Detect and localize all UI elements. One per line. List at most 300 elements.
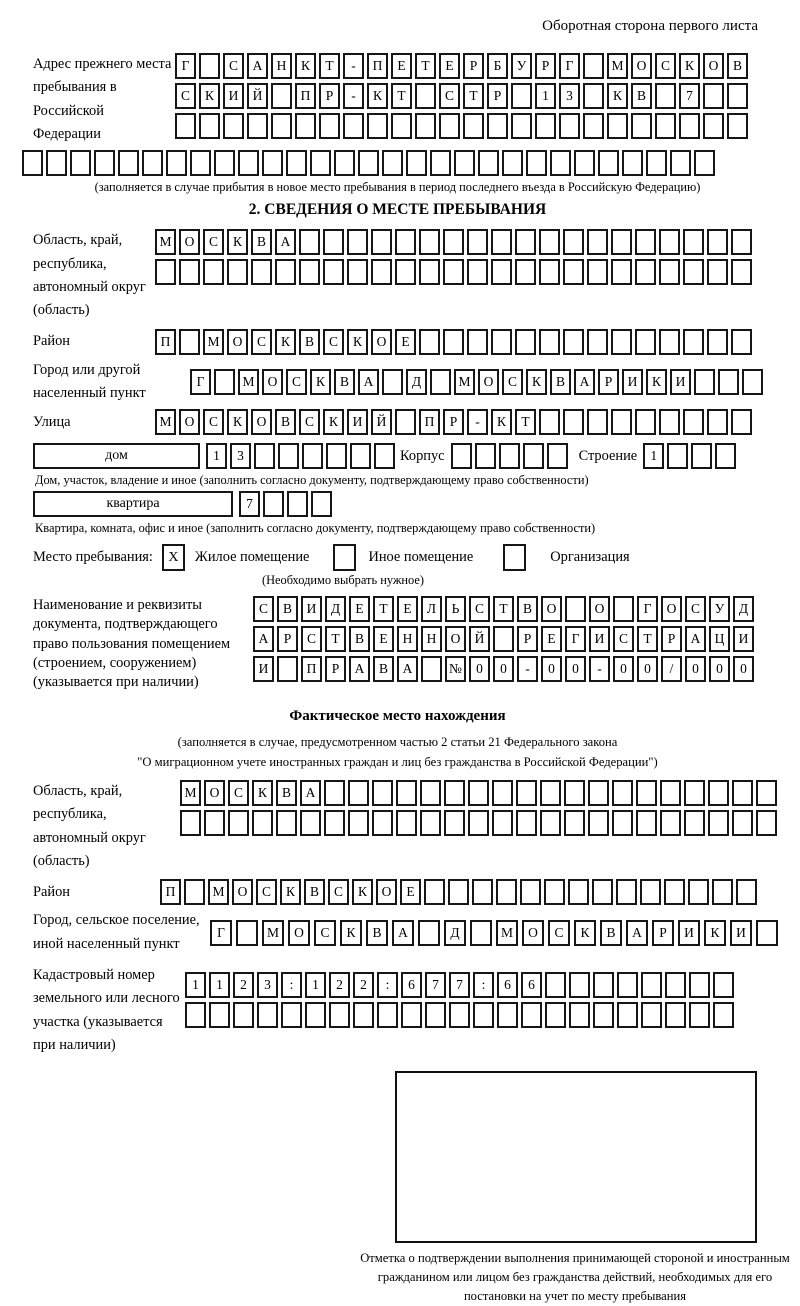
form-cell[interactable]	[444, 810, 465, 836]
form-cell[interactable]	[499, 443, 520, 469]
form-cell[interactable]: О	[179, 409, 200, 435]
form-cell[interactable]	[568, 879, 589, 905]
form-cell[interactable]	[703, 113, 724, 139]
form-cell[interactable]	[22, 150, 43, 176]
form-cell[interactable]	[295, 113, 316, 139]
form-cell[interactable]	[616, 879, 637, 905]
form-cell[interactable]	[271, 113, 292, 139]
form-cell[interactable]	[276, 810, 297, 836]
form-cell[interactable]: П	[160, 879, 181, 905]
form-cell[interactable]: М	[607, 53, 628, 79]
form-cell[interactable]: 2	[329, 972, 350, 998]
form-cell[interactable]: Р	[277, 626, 298, 652]
form-cell[interactable]	[492, 810, 513, 836]
form-cell[interactable]: В	[304, 879, 325, 905]
form-cell[interactable]: Т	[493, 596, 514, 622]
form-cell[interactable]	[544, 879, 565, 905]
form-cell[interactable]	[302, 443, 323, 469]
form-cell[interactable]	[233, 1002, 254, 1028]
form-cell[interactable]	[443, 329, 464, 355]
form-cell[interactable]: Г	[210, 920, 232, 946]
form-cell[interactable]	[395, 409, 416, 435]
form-cell[interactable]: С	[439, 83, 460, 109]
form-cell[interactable]: В	[727, 53, 748, 79]
form-cell[interactable]	[683, 409, 704, 435]
form-cell[interactable]: Т	[325, 626, 346, 652]
form-cell[interactable]	[516, 780, 537, 806]
form-cell[interactable]	[347, 259, 368, 285]
form-cell[interactable]	[664, 879, 685, 905]
form-cell[interactable]: 0	[709, 656, 730, 682]
form-cell[interactable]: И	[622, 369, 643, 395]
form-cell[interactable]	[473, 1002, 494, 1028]
form-cell[interactable]	[684, 810, 705, 836]
form-cell[interactable]: И	[730, 920, 752, 946]
form-cell[interactable]: А	[397, 656, 418, 682]
form-cell[interactable]	[300, 810, 321, 836]
form-cell[interactable]	[756, 780, 777, 806]
form-cell[interactable]	[736, 879, 757, 905]
form-cell[interactable]: К	[679, 53, 700, 79]
form-cell[interactable]: 7	[239, 491, 260, 517]
form-cell[interactable]: 7	[679, 83, 700, 109]
form-cell[interactable]: -	[343, 53, 364, 79]
form-cell[interactable]	[478, 150, 499, 176]
form-cell[interactable]	[254, 443, 275, 469]
form-cell[interactable]: 6	[401, 972, 422, 998]
form-cell[interactable]	[372, 810, 393, 836]
form-cell[interactable]	[521, 1002, 542, 1028]
form-cell[interactable]: У	[511, 53, 532, 79]
form-cell[interactable]	[199, 53, 220, 79]
form-cell[interactable]	[323, 259, 344, 285]
form-cell[interactable]: К	[704, 920, 726, 946]
stay-option-checkbox-zhiloe[interactable]: X	[162, 544, 185, 571]
form-cell[interactable]: В	[275, 409, 296, 435]
form-cell[interactable]: Р	[463, 53, 484, 79]
form-cell[interactable]	[592, 879, 613, 905]
form-cell[interactable]: М	[262, 920, 284, 946]
form-cell[interactable]: В	[334, 369, 355, 395]
form-cell[interactable]: О	[478, 369, 499, 395]
form-cell[interactable]: В	[550, 369, 571, 395]
form-cell[interactable]	[419, 329, 440, 355]
form-cell[interactable]: И	[223, 83, 244, 109]
form-cell[interactable]	[326, 443, 347, 469]
form-cell[interactable]: Р	[487, 83, 508, 109]
form-cell[interactable]	[683, 329, 704, 355]
form-cell[interactable]: К	[280, 879, 301, 905]
form-cell[interactable]: М	[155, 229, 176, 255]
form-cell[interactable]	[583, 53, 604, 79]
form-cell[interactable]: 1	[305, 972, 326, 998]
form-cell[interactable]: Д	[444, 920, 466, 946]
form-cell[interactable]	[395, 229, 416, 255]
form-cell[interactable]	[611, 329, 632, 355]
form-cell[interactable]	[401, 1002, 422, 1028]
form-cell[interactable]	[708, 810, 729, 836]
form-cell[interactable]	[468, 810, 489, 836]
form-cell[interactable]	[742, 369, 763, 395]
form-cell[interactable]	[636, 780, 657, 806]
form-cell[interactable]	[539, 329, 560, 355]
form-cell[interactable]: Р	[661, 626, 682, 652]
house-name-box[interactable]: дом	[33, 443, 200, 469]
form-cell[interactable]	[372, 780, 393, 806]
form-cell[interactable]: О	[703, 53, 724, 79]
form-cell[interactable]: С	[548, 920, 570, 946]
form-cell[interactable]: В	[276, 780, 297, 806]
form-cell[interactable]	[515, 259, 536, 285]
form-cell[interactable]	[420, 780, 441, 806]
form-cell[interactable]	[635, 409, 656, 435]
form-cell[interactable]: И	[589, 626, 610, 652]
form-cell[interactable]: Т	[637, 626, 658, 652]
form-cell[interactable]	[598, 150, 619, 176]
form-cell[interactable]	[491, 229, 512, 255]
form-cell[interactable]: Д	[406, 369, 427, 395]
form-cell[interactable]: Е	[349, 596, 370, 622]
form-cell[interactable]: К	[310, 369, 331, 395]
form-cell[interactable]	[587, 409, 608, 435]
form-cell[interactable]: С	[323, 329, 344, 355]
form-cell[interactable]: К	[295, 53, 316, 79]
form-cell[interactable]: /	[661, 656, 682, 682]
form-cell[interactable]: М	[208, 879, 229, 905]
form-cell[interactable]: 7	[425, 972, 446, 998]
form-cell[interactable]	[559, 113, 580, 139]
form-cell[interactable]	[175, 113, 196, 139]
form-cell[interactable]	[319, 113, 340, 139]
form-cell[interactable]	[646, 150, 667, 176]
form-cell[interactable]: С	[469, 596, 490, 622]
form-cell[interactable]: Е	[400, 879, 421, 905]
form-cell[interactable]	[179, 329, 200, 355]
form-cell[interactable]: С	[685, 596, 706, 622]
form-cell[interactable]: В	[251, 229, 272, 255]
form-cell[interactable]: О	[179, 229, 200, 255]
form-cell[interactable]	[520, 879, 541, 905]
form-cell[interactable]: 0	[493, 656, 514, 682]
form-cell[interactable]	[547, 443, 568, 469]
form-cell[interactable]	[515, 229, 536, 255]
form-cell[interactable]	[251, 259, 272, 285]
form-cell[interactable]	[756, 810, 777, 836]
form-cell[interactable]	[659, 329, 680, 355]
form-cell[interactable]	[689, 972, 710, 998]
form-cell[interactable]: А	[253, 626, 274, 652]
form-cell[interactable]: О	[589, 596, 610, 622]
form-cell[interactable]	[565, 596, 586, 622]
form-cell[interactable]: -	[467, 409, 488, 435]
form-cell[interactable]: О	[227, 329, 248, 355]
form-cell[interactable]	[382, 150, 403, 176]
form-cell[interactable]: Т	[373, 596, 394, 622]
form-cell[interactable]	[515, 329, 536, 355]
form-cell[interactable]: Г	[190, 369, 211, 395]
form-cell[interactable]	[475, 443, 496, 469]
form-cell[interactable]	[540, 780, 561, 806]
form-cell[interactable]: О	[371, 329, 392, 355]
form-cell[interactable]	[467, 259, 488, 285]
form-cell[interactable]: Р	[517, 626, 538, 652]
form-cell[interactable]	[655, 83, 676, 109]
form-cell[interactable]	[236, 920, 258, 946]
form-cell[interactable]	[348, 780, 369, 806]
form-cell[interactable]	[587, 259, 608, 285]
form-cell[interactable]: Н	[421, 626, 442, 652]
form-cell[interactable]: Т	[319, 53, 340, 79]
form-cell[interactable]	[635, 229, 656, 255]
form-cell[interactable]	[406, 150, 427, 176]
form-cell[interactable]	[731, 229, 752, 255]
form-cell[interactable]	[523, 443, 544, 469]
form-cell[interactable]	[199, 113, 220, 139]
form-cell[interactable]	[715, 443, 736, 469]
form-cell[interactable]	[419, 229, 440, 255]
form-cell[interactable]: К	[227, 229, 248, 255]
form-cell[interactable]	[659, 229, 680, 255]
form-cell[interactable]	[415, 83, 436, 109]
form-cell[interactable]	[374, 443, 395, 469]
form-cell[interactable]: К	[340, 920, 362, 946]
form-cell[interactable]	[588, 780, 609, 806]
form-cell[interactable]	[588, 810, 609, 836]
form-cell[interactable]	[209, 1002, 230, 1028]
form-cell[interactable]: Т	[515, 409, 536, 435]
form-cell[interactable]: О	[288, 920, 310, 946]
form-cell[interactable]: С	[256, 879, 277, 905]
form-cell[interactable]: С	[328, 879, 349, 905]
form-cell[interactable]	[636, 810, 657, 836]
form-cell[interactable]	[238, 150, 259, 176]
form-cell[interactable]	[550, 150, 571, 176]
form-cell[interactable]	[545, 972, 566, 998]
form-cell[interactable]	[688, 879, 709, 905]
form-cell[interactable]: 1	[535, 83, 556, 109]
form-cell[interactable]: С	[655, 53, 676, 79]
form-cell[interactable]	[731, 259, 752, 285]
form-cell[interactable]	[563, 229, 584, 255]
form-cell[interactable]: О	[204, 780, 225, 806]
form-cell[interactable]	[396, 780, 417, 806]
form-cell[interactable]: :	[377, 972, 398, 998]
form-cell[interactable]	[323, 229, 344, 255]
form-cell[interactable]	[583, 83, 604, 109]
form-cell[interactable]: Й	[247, 83, 268, 109]
form-cell[interactable]: 0	[733, 656, 754, 682]
form-cell[interactable]	[611, 259, 632, 285]
form-cell[interactable]: Р	[325, 656, 346, 682]
form-cell[interactable]	[569, 972, 590, 998]
form-cell[interactable]: О	[232, 879, 253, 905]
form-cell[interactable]	[467, 229, 488, 255]
form-cell[interactable]	[655, 113, 676, 139]
form-cell[interactable]	[271, 83, 292, 109]
form-cell[interactable]: 1	[185, 972, 206, 998]
form-cell[interactable]	[694, 369, 715, 395]
form-cell[interactable]: О	[631, 53, 652, 79]
form-cell[interactable]: П	[301, 656, 322, 682]
form-cell[interactable]	[449, 1002, 470, 1028]
form-cell[interactable]	[545, 1002, 566, 1028]
form-cell[interactable]	[574, 150, 595, 176]
form-cell[interactable]	[347, 229, 368, 255]
form-cell[interactable]: И	[670, 369, 691, 395]
form-cell[interactable]: Г	[565, 626, 586, 652]
form-cell[interactable]: Р	[443, 409, 464, 435]
form-cell[interactable]: О	[262, 369, 283, 395]
form-cell[interactable]	[607, 113, 628, 139]
form-cell[interactable]: Е	[373, 626, 394, 652]
form-cell[interactable]	[70, 150, 91, 176]
form-cell[interactable]: С	[301, 626, 322, 652]
form-cell[interactable]: 2	[233, 972, 254, 998]
form-cell[interactable]: К	[526, 369, 547, 395]
form-cell[interactable]	[185, 1002, 206, 1028]
form-cell[interactable]: О	[376, 879, 397, 905]
form-cell[interactable]	[640, 879, 661, 905]
form-cell[interactable]	[228, 810, 249, 836]
form-cell[interactable]: Т	[463, 83, 484, 109]
form-cell[interactable]: Р	[652, 920, 674, 946]
form-cell[interactable]	[371, 259, 392, 285]
form-cell[interactable]	[665, 1002, 686, 1028]
form-cell[interactable]	[310, 150, 331, 176]
form-cell[interactable]	[252, 810, 273, 836]
form-cell[interactable]: 0	[685, 656, 706, 682]
form-cell[interactable]	[511, 113, 532, 139]
form-cell[interactable]	[684, 780, 705, 806]
form-cell[interactable]	[660, 810, 681, 836]
form-cell[interactable]: К	[227, 409, 248, 435]
form-cell[interactable]: В	[366, 920, 388, 946]
form-cell[interactable]	[491, 259, 512, 285]
form-cell[interactable]: Т	[415, 53, 436, 79]
form-cell[interactable]	[118, 150, 139, 176]
form-cell[interactable]: И	[733, 626, 754, 652]
form-cell[interactable]: С	[314, 920, 336, 946]
form-cell[interactable]	[593, 972, 614, 998]
form-cell[interactable]	[204, 810, 225, 836]
form-cell[interactable]: О	[661, 596, 682, 622]
form-cell[interactable]	[180, 810, 201, 836]
form-cell[interactable]	[659, 259, 680, 285]
form-cell[interactable]	[732, 780, 753, 806]
form-cell[interactable]	[691, 443, 712, 469]
form-cell[interactable]: К	[323, 409, 344, 435]
form-cell[interactable]: -	[589, 656, 610, 682]
form-cell[interactable]: С	[299, 409, 320, 435]
form-cell[interactable]	[371, 229, 392, 255]
form-cell[interactable]	[443, 229, 464, 255]
form-cell[interactable]	[287, 491, 308, 517]
form-cell[interactable]	[227, 259, 248, 285]
form-cell[interactable]: Е	[397, 596, 418, 622]
form-cell[interactable]: С	[613, 626, 634, 652]
form-cell[interactable]	[641, 1002, 662, 1028]
form-cell[interactable]	[583, 113, 604, 139]
form-cell[interactable]: С	[203, 229, 224, 255]
form-cell[interactable]	[277, 656, 298, 682]
form-cell[interactable]: С	[253, 596, 274, 622]
form-cell[interactable]: М	[180, 780, 201, 806]
form-cell[interactable]	[299, 229, 320, 255]
form-cell[interactable]: А	[574, 369, 595, 395]
form-cell[interactable]: А	[247, 53, 268, 79]
form-cell[interactable]	[391, 113, 412, 139]
form-cell[interactable]	[667, 443, 688, 469]
form-cell[interactable]	[353, 1002, 374, 1028]
form-cell[interactable]: С	[502, 369, 523, 395]
form-cell[interactable]	[468, 780, 489, 806]
form-cell[interactable]	[334, 150, 355, 176]
form-cell[interactable]: К	[367, 83, 388, 109]
form-cell[interactable]	[443, 259, 464, 285]
form-cell[interactable]	[611, 409, 632, 435]
form-cell[interactable]: 2	[353, 972, 374, 998]
form-cell[interactable]: А	[392, 920, 414, 946]
form-cell[interactable]	[281, 1002, 302, 1028]
form-cell[interactable]: О	[445, 626, 466, 652]
form-cell[interactable]: Е	[391, 53, 412, 79]
form-cell[interactable]	[731, 409, 752, 435]
form-cell[interactable]: Т	[391, 83, 412, 109]
form-cell[interactable]: Й	[469, 626, 490, 652]
form-cell[interactable]: А	[358, 369, 379, 395]
form-cell[interactable]: И	[678, 920, 700, 946]
form-cell[interactable]	[707, 329, 728, 355]
form-cell[interactable]	[184, 879, 205, 905]
form-cell[interactable]: Р	[598, 369, 619, 395]
form-cell[interactable]	[727, 113, 748, 139]
form-cell[interactable]	[470, 920, 492, 946]
form-cell[interactable]: С	[203, 409, 224, 435]
form-cell[interactable]	[430, 150, 451, 176]
form-cell[interactable]	[311, 491, 332, 517]
form-cell[interactable]	[286, 150, 307, 176]
form-cell[interactable]: Й	[371, 409, 392, 435]
form-cell[interactable]: В	[517, 596, 538, 622]
form-cell[interactable]	[712, 879, 733, 905]
form-cell[interactable]: П	[367, 53, 388, 79]
form-cell[interactable]	[454, 150, 475, 176]
form-cell[interactable]	[430, 369, 451, 395]
form-cell[interactable]	[329, 1002, 350, 1028]
stay-option-checkbox-org[interactable]	[503, 544, 526, 571]
form-cell[interactable]	[305, 1002, 326, 1028]
form-cell[interactable]	[679, 113, 700, 139]
form-cell[interactable]	[511, 83, 532, 109]
form-cell[interactable]: 0	[541, 656, 562, 682]
form-cell[interactable]	[612, 780, 633, 806]
form-cell[interactable]	[444, 780, 465, 806]
form-cell[interactable]: М	[496, 920, 518, 946]
form-cell[interactable]: Д	[733, 596, 754, 622]
form-cell[interactable]	[707, 229, 728, 255]
form-cell[interactable]: 3	[230, 443, 251, 469]
form-cell[interactable]: П	[419, 409, 440, 435]
form-cell[interactable]	[492, 780, 513, 806]
form-cell[interactable]	[324, 780, 345, 806]
form-cell[interactable]	[539, 409, 560, 435]
form-cell[interactable]	[487, 113, 508, 139]
form-cell[interactable]: 1	[209, 972, 230, 998]
form-cell[interactable]	[421, 656, 442, 682]
apartment-name-box[interactable]: квартира	[33, 491, 233, 517]
form-cell[interactable]: А	[626, 920, 648, 946]
form-cell[interactable]	[203, 259, 224, 285]
